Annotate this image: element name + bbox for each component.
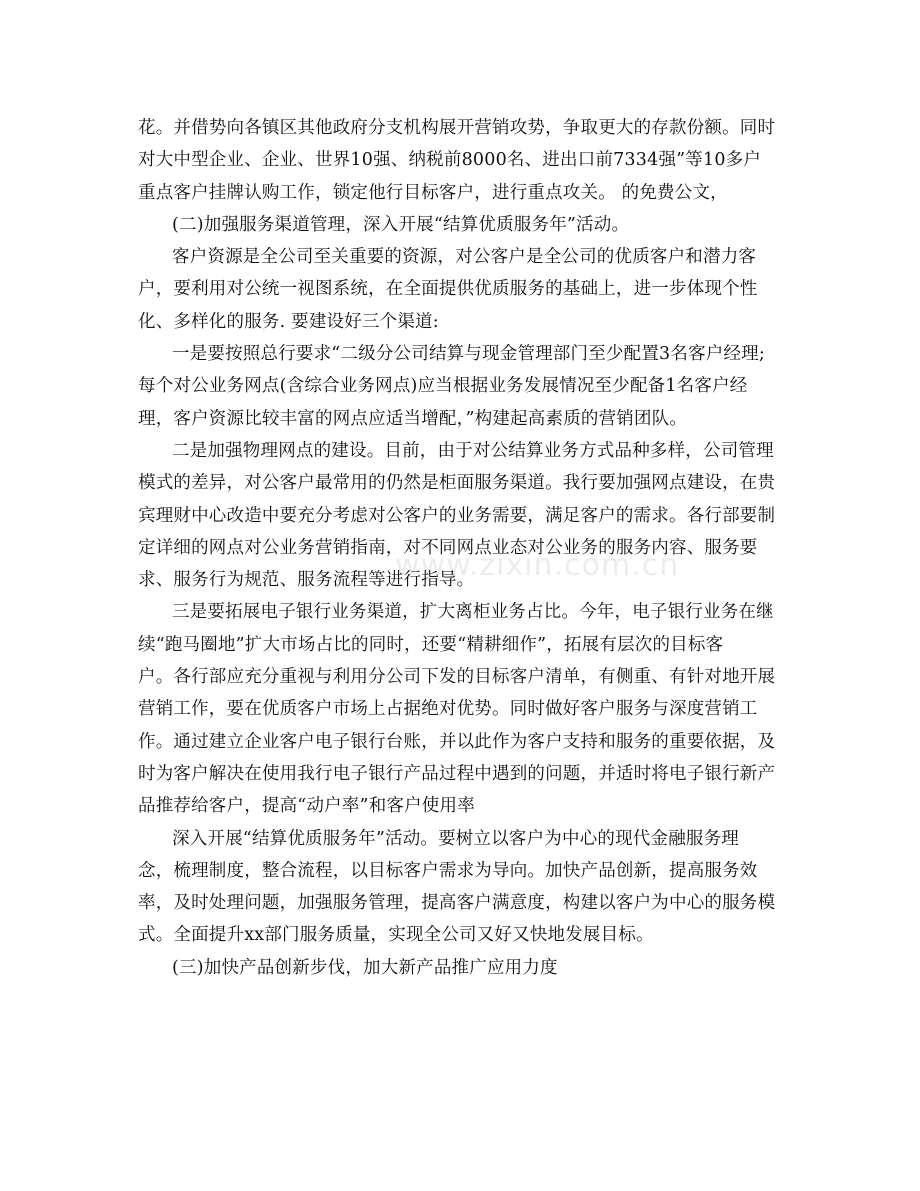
text-line: 深入开展“结算优质服务年”活动。要树立以客户为中心的现代金融服务理 [172,828,739,849]
text-line: 宾理财中心改造中要充分考虑对公客户的业务需要，满足客户的需求。各行部要制 [138,505,776,526]
text-line: 每个对公业务网点(含综合业务网点)应当根据业务发展情况至少配备1名客户经 [138,376,748,397]
text-line: 二是加强物理网点的建设。目前，由于对公结算业务方式品种多样，公司管理 [172,440,774,461]
document-body [138,112,793,984]
text-line: 作。通过建立企业客户电子银行台账，并以此作为客户支持和服务的重要依据，及 [138,731,776,752]
text-line: 客户资源是全公司至关重要的资源，对公客户是全公司的优质客户和潜力客 [172,247,757,268]
text-line: 对大中型企业、企业、世界10强、纳税前8000名、进出口前7334强”等10多户 [138,150,762,171]
text-line: 率，及时处理问题，加强服务管理，提高客户满意度，构建以客户为中心的服务模 [138,893,776,914]
text-line: (三)加快产品创新步伐，加大新产品推广应用力度 [172,957,558,978]
text-line: 化、多样化的服务. 要建设好三个渠道: [138,311,439,332]
watermark-text: www.zixin.com.cn [395,548,680,583]
text-line: 户，要利用对公统一视图系统，在全面提供优质服务的基础上，进一步体现个性 [138,279,758,300]
text-line: 重点客户挂牌认购工作，锁定他行目标客户，进行重点攻关。 的免费公文， [138,182,728,203]
text-line: 续“跑马圈地”扩大市场占比的同时，还要“精耕细作”，拓展有层次的目标客 [138,634,724,655]
text-line: 模式的差异，对公客户最常用的仍然是柜面服务渠道。我行要加强网点建设，在贵 [138,473,776,494]
text-line: 营销工作，要在优质客户市场上占据绝对优势。同时做好客户服务与深度营销工 [138,699,758,720]
text-line: 求、服务行为规范、服务流程等进行指导。 [138,570,475,591]
text-line: 式。全面提升xx部门服务质量，实现全公司又好又快地发展目标。 [138,925,654,946]
text-line: 三是要拓展电子银行业务渠道，扩大离柜业务占比。今年，电子银行业务在继 [172,602,774,623]
text-line: 品推荐给客户，提高“动户率”和客户使用率 [138,796,475,817]
text-line: 定详细的网点对公业务营销指南，对不同网点业态对公业务的服务内容、服务要 [138,537,758,558]
text-line: 花。并借势向各镇区其他政府分支机构展开营销攻势，争取更大的存款份额。同时 [138,118,776,138]
text-line: 理，客户资源比较丰富的网点应适当增配，”构建起高素质的营销团队。 [138,408,688,429]
text-line: (二)加强服务渠道管理，深入开展“结算优质服务年”活动。 [172,214,630,235]
text-line: 户。各行部应充分重视与利用分公司下发的目标客户清单，有侧重、有针对地开展 [138,667,776,688]
text-line: 念，梳理制度，整合流程，以目标客户需求为导向。加快产品创新，提高服务效 [138,860,758,881]
text-line: 时为客户解决在使用我行电子银行产品过程中遇到的问题，并适时将电子银行新产 [138,763,776,784]
text-line: 一是要按照总行要求“二级分公司结算与现金管理部门至少配置3名客户经理; [172,344,765,365]
